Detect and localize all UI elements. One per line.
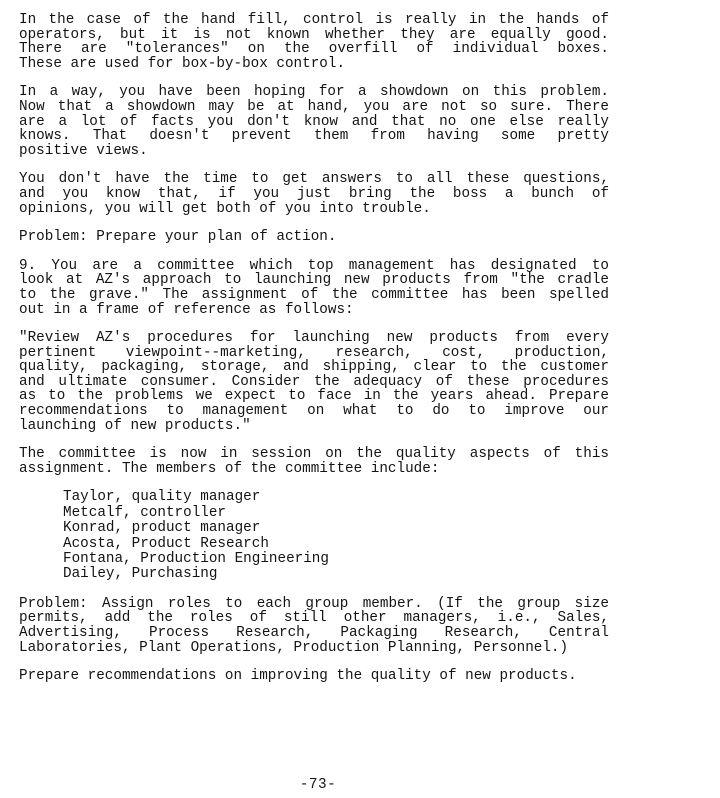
text-line: positive views. — [19, 142, 148, 159]
text-line: opinions, you will get both of you into trouble. — [19, 200, 431, 217]
text-line: Advertising, Process Research, Packaging Research, Central — [19, 625, 609, 642]
text-line: Problem: Prepare your plan of action. — [19, 229, 337, 246]
committee-session — [19, 447, 609, 476]
text-line: In a way, you have been hoping for a showdown on this problem. — [19, 84, 609, 101]
text-line: pertinent viewpoint--marketing, research, cost, production, — [19, 344, 609, 361]
paragraph-hand-fill — [19, 13, 609, 71]
committee-member-list — [63, 490, 609, 582]
list-item: Acosta, Product Research — [63, 535, 269, 552]
text-line: Prepare recommendations on improving the quality of new products. — [19, 668, 577, 685]
text-line: look at AZ's approach to launching new products from "the cradle — [19, 272, 609, 289]
text-line: permits, add the roles of still other managers, i.e., Sales, — [19, 610, 609, 627]
paragraph-time — [19, 172, 609, 216]
text-line: and you know that, if you just bring the boss a bunch of — [19, 185, 609, 202]
text-line: "Review AZ's procedures for launching new products from every — [19, 330, 609, 347]
prepare-recommendations — [19, 669, 609, 684]
text-line: operators, but it is not known whether they are equally good. — [19, 26, 609, 43]
text-line: quality, packaging, storage, and shipping, clear to the customer — [19, 359, 609, 376]
frame-of-reference-quote — [19, 331, 609, 433]
text-line: Problem: Assign roles to each group member. (If the group size — [19, 595, 609, 612]
paragraph-showdown — [19, 85, 609, 158]
text-line: assignment. The members of the committee include: — [19, 460, 440, 477]
text-line: The committee is now in session on the quality aspects of this — [19, 446, 609, 463]
text-line: In the case of the hand fill, control is really in the hands of — [19, 12, 609, 28]
text-line: as to the problems we expect to face in the years ahead. Prepare — [19, 388, 609, 405]
text-line: and ultimate consumer. Consider the adequacy of these procedures — [19, 373, 609, 390]
list-item: Taylor, quality manager — [63, 489, 261, 506]
text-line: recommendations to management on what to do to improve our — [19, 403, 609, 420]
problem-assign-roles — [19, 597, 609, 655]
text-line: Laboratories, Plant Operations, Production Planning, Personnel.) — [19, 639, 569, 656]
text-line: Now that a showdown may be at hand, you are not so sure. There — [19, 98, 609, 115]
text-line: These are used for box-by-box control. — [19, 55, 346, 72]
text-line: to the grave." The assignment of the committee has been spelled — [19, 286, 609, 303]
case-9-intro — [19, 259, 609, 317]
text-line: out in a frame of reference as follows: — [19, 301, 354, 318]
text-line: knows. That doesn't prevent them from having some pretty — [19, 128, 609, 145]
page-number: -73- — [299, 777, 337, 793]
list-item: Metcalf, controller — [63, 504, 227, 521]
problem-plan-of-action — [19, 230, 609, 245]
list-item: Fontana, Production Engineering — [63, 551, 329, 568]
text-line: There are "tolerances" on the overfill of individual boxes. — [19, 41, 609, 58]
list-item: Konrad, product manager — [63, 520, 261, 537]
text-line: launching of new products." — [19, 417, 251, 434]
document-page — [19, 13, 609, 698]
list-item: Dailey, Purchasing — [63, 566, 218, 583]
text-line: 9. You are a committee which top management has designated to — [19, 257, 609, 274]
text-line: are a lot of facts you don't know and that no one else really — [19, 113, 609, 130]
text-line: You don't have the time to get answers to all these questions, — [19, 171, 609, 188]
